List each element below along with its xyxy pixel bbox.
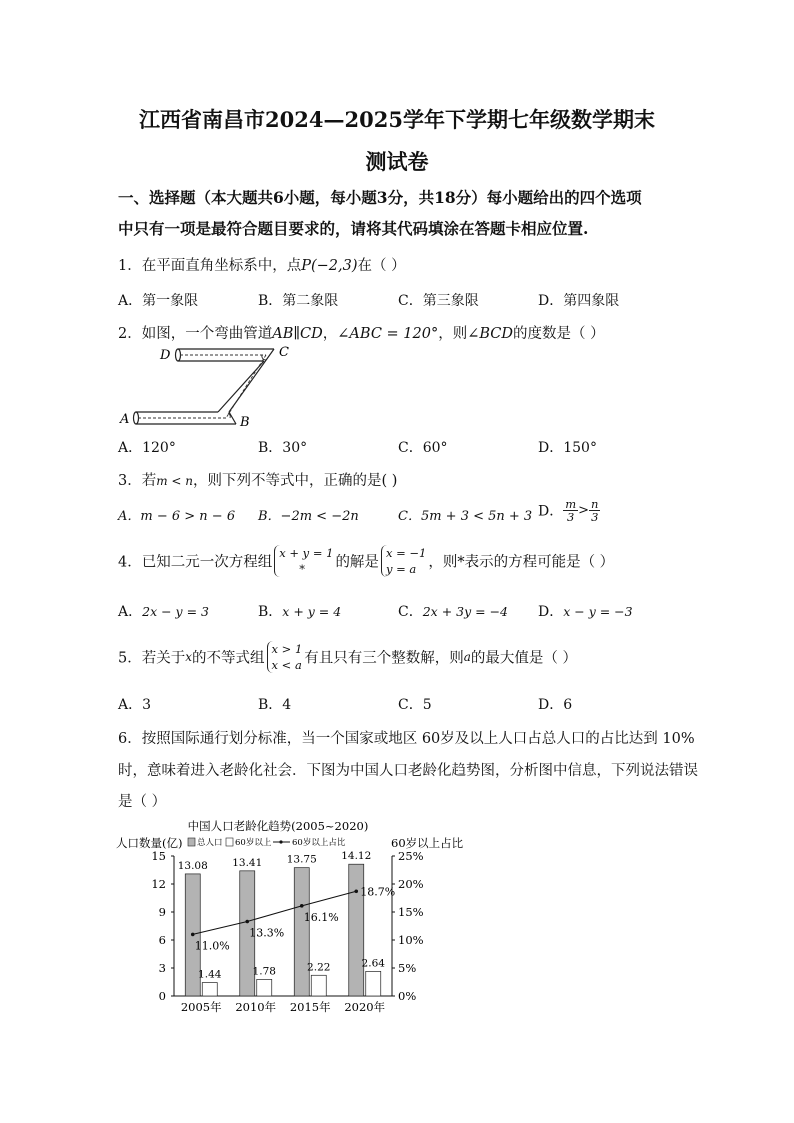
x-tick-label: 2020年 — [344, 1000, 386, 1014]
ratio-label: 11.0% — [194, 939, 230, 953]
chart-ylabel: 人口数量(亿) — [116, 836, 183, 850]
bar-60plus-label: 2.22 — [307, 961, 331, 974]
bar-60plus-population — [311, 975, 326, 996]
bar-total-label: 13.41 — [232, 856, 263, 869]
y2-tick-label: 25% — [398, 849, 424, 863]
y-tick-label: 12 — [151, 877, 166, 891]
q3-option-d — [538, 498, 600, 523]
y-tick-label: 6 — [158, 933, 166, 947]
legend-label-ratio: 60岁以上占比 — [292, 838, 346, 848]
q5-var: x — [185, 650, 193, 664]
y2-tick-label: 15% — [398, 905, 424, 919]
bar-total-label: 13.08 — [177, 859, 208, 872]
q2-stem-post: 的度数是（ ） — [513, 326, 605, 342]
q4-b-prefix: B． — [258, 604, 283, 620]
q3-option-d-prefix: D． — [538, 503, 564, 520]
q6-line1: 6．按照国际通行划分标准，当一个国家或地区 60岁及以上人口占总人口的占比达到 10% — [118, 731, 695, 747]
bar-60plus-label: 1.78 — [252, 965, 276, 978]
q1-option-b: B．第二象限 — [258, 293, 339, 309]
x-tick-label: 2015年 — [289, 1000, 331, 1014]
label-d: D — [160, 348, 171, 363]
q1-option-a: A．第一象限 — [118, 293, 199, 309]
label-c: C — [279, 345, 289, 360]
q4-c-prefix: C． — [398, 604, 423, 620]
q4-system2 — [381, 545, 426, 577]
q4-sys2-line2: y = a — [385, 562, 417, 576]
q5-sys-line1: x > 1 — [271, 642, 303, 656]
q3-d-num1: m — [565, 497, 577, 511]
q4-a-prefix: A． — [118, 604, 143, 620]
q3-option-a: A．m − 6 > n − 6 — [118, 509, 236, 524]
label-a: A — [120, 412, 130, 427]
q2-cond1: AB∥CD — [272, 326, 323, 342]
q3-cond: m < n — [156, 474, 194, 488]
q4-sys1-line1: x + y = 1 — [279, 546, 334, 560]
q3-stem-post: ，则下列不等式中，正确的是( ) — [193, 473, 398, 489]
q2-stem — [118, 322, 605, 343]
bar-total-population — [294, 868, 309, 996]
legend-swatch-60plus — [226, 838, 233, 846]
y-tick-label: 3 — [158, 961, 166, 975]
bar-60plus-label: 1.44 — [198, 968, 222, 981]
q5-option-d: D．6 — [538, 697, 573, 713]
q2-stem-pre: 2．如图，一个弯曲管道 — [118, 326, 273, 342]
ratio-label: 18.7% — [360, 885, 396, 899]
ratio-point — [245, 920, 249, 924]
q5-option-b: B．4 — [258, 697, 292, 713]
q3-d-den1: 3 — [567, 510, 575, 524]
bar-60plus-population — [366, 971, 381, 996]
q1-stem-post: 在（ ） — [357, 258, 406, 274]
ratio-point — [300, 904, 304, 908]
pipe-diagram — [114, 342, 304, 430]
q4-system1 — [274, 545, 333, 577]
q5-stem-mid: 的不等式组 — [192, 650, 265, 667]
q4-option-b — [258, 601, 341, 621]
x-tick-label: 2010年 — [235, 1000, 277, 1014]
q5-sys-line2: x < a — [271, 658, 302, 672]
y2-tick-label: 5% — [398, 961, 417, 975]
q5-stem-post: 的最大值是（ ） — [470, 650, 578, 667]
aging-trend-chart — [110, 818, 490, 1018]
q4-c-expr: 2x + 3y = −4 — [422, 604, 509, 619]
q5-stem — [118, 641, 577, 673]
q2-target: ∠BCD — [467, 326, 514, 342]
q1-stem — [118, 254, 406, 275]
q3-option-d-frac1 — [563, 498, 578, 523]
q2-option-b: B．30° — [258, 440, 308, 456]
q6-line2: 时，意味着进入老龄化社会．下图为中国人口老龄化趋势图，分析图中信息，下列说法错误 — [118, 763, 698, 779]
q3-option-c: C．5m + 3 < 5n + 3 — [398, 509, 533, 524]
section1-heading: 一、选择题（本大题共6小题，每小题3分，共18分）每小题给出的四个选项 — [118, 188, 642, 207]
x-tick-label: 2005年 — [180, 1000, 222, 1014]
label-b: B — [240, 415, 250, 430]
q3-stem — [118, 469, 397, 490]
q4-option-c — [398, 601, 508, 621]
q4-b-expr: x + y = 4 — [282, 604, 342, 619]
q1-option-c: C．第三象限 — [398, 293, 479, 309]
q4-sys2-line1: x = −1 — [385, 546, 427, 560]
q5-option-a: A．3 — [118, 697, 152, 713]
bar-total-label: 13.75 — [286, 853, 317, 866]
q1-option-d: D．第四象限 — [538, 293, 620, 309]
legend-swatch-total — [188, 838, 195, 846]
q5-stem-mid2: 有且只有三个整数解，则 — [304, 650, 464, 667]
bar-60plus-population — [257, 979, 272, 996]
q4-stem-pre: 4．已知二元一次方程组 — [118, 554, 273, 571]
ratio-label: 13.3% — [249, 926, 285, 940]
q3-stem-pre: 3．若 — [118, 473, 157, 489]
q6-line3: 是（ ） — [118, 794, 167, 810]
y2-tick-label: 0% — [398, 989, 417, 1003]
q5-var2: a — [463, 650, 471, 664]
q4-mid: 的解是 — [335, 554, 379, 571]
y-tick-label: 9 — [158, 905, 166, 919]
q3-d-den2: 3 — [591, 510, 599, 524]
q1-point: P(−2,3) — [301, 258, 358, 274]
chart-legend — [188, 837, 346, 848]
q3-d-op: > — [578, 503, 590, 518]
y2-tick-label: 20% — [398, 877, 424, 891]
paper-title-line1: 江西省南昌市2024—2025学年下学期七年级数学期末 — [139, 107, 655, 132]
legend-marker-ratio — [279, 840, 282, 843]
q4-d-expr: x − y = −3 — [563, 604, 633, 619]
q2-sep: ， — [322, 326, 338, 342]
legend-label-60plus: 60岁以上 — [235, 838, 272, 848]
q5-system — [267, 641, 303, 673]
q4-stem — [118, 545, 614, 577]
q4-sys1-line2: * — [299, 562, 305, 576]
q2-cond2: ∠ABC = 120° — [337, 326, 439, 342]
q3-d-num2: n — [591, 497, 599, 511]
q2-option-d: D．150° — [538, 440, 597, 456]
q1-stem-pre: 1．在平面直角坐标系中，点 — [118, 258, 302, 274]
q5-option-c: C．5 — [398, 697, 432, 713]
q4-option-d — [538, 601, 633, 621]
q4-d-prefix: D． — [538, 604, 564, 620]
ratio-point — [191, 933, 195, 937]
q5-stem-pre: 5．若关于 — [118, 650, 186, 667]
y-tick-label: 15 — [151, 849, 166, 863]
q2-option-a: A．120° — [118, 440, 176, 456]
chart-y2label: 60岁以上占比 — [391, 836, 464, 850]
bar-total-population — [349, 864, 364, 996]
q4-option-a — [118, 601, 209, 621]
q3-option-d-frac2 — [589, 498, 600, 523]
ratio-label: 16.1% — [303, 910, 339, 924]
q2-option-c: C．60° — [398, 440, 448, 456]
bar-60plus-label: 2.64 — [361, 957, 385, 970]
q2-mid: ，则 — [438, 326, 468, 342]
y-tick-label: 0 — [158, 989, 166, 1003]
ratio-point — [354, 889, 358, 893]
bar-total-label: 14.12 — [341, 850, 372, 863]
y2-tick-label: 10% — [398, 933, 424, 947]
q4-stem-post: ，则*表示的方程可能是（ ） — [428, 554, 615, 571]
legend-label-total: 总人口 — [197, 838, 223, 848]
chart-title: 中国人口老龄化趋势(2005~2020) — [187, 819, 369, 833]
bar-60plus-population — [202, 983, 217, 996]
q4-a-expr: 2x − y = 3 — [142, 604, 209, 619]
section1-heading-cont: 中只有一项是最符合题目要求的，请将其代码填涂在答题卡相应位置. — [118, 219, 589, 238]
paper-title-line2: 测试卷 — [365, 149, 429, 174]
q3-option-b: B．−2m < −2n — [258, 509, 359, 524]
